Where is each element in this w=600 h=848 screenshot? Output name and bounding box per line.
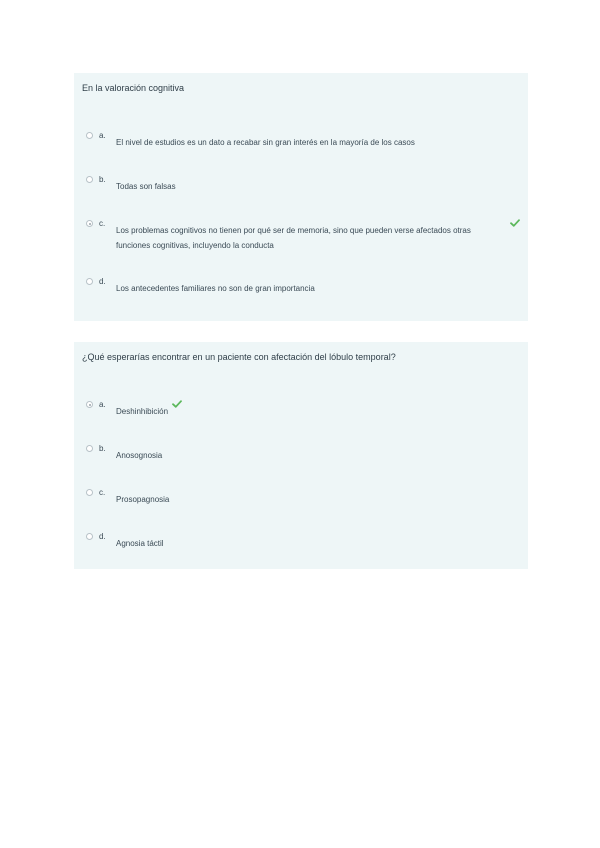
option-text: Anosognosia bbox=[116, 451, 163, 460]
option-text: Deshinhibición bbox=[116, 407, 169, 416]
check-icon bbox=[510, 219, 520, 227]
option-letter: c. bbox=[99, 219, 106, 228]
question-card-2 bbox=[74, 342, 528, 569]
option-text: Todas son falsas bbox=[116, 182, 176, 191]
option-text: Los antecedentes familiares no son de gran importancia bbox=[116, 284, 315, 293]
radio-icon[interactable] bbox=[86, 401, 93, 408]
option-letter: c. bbox=[99, 488, 106, 497]
question-text: ¿Qué esperarías encontrar en un paciente con afectación del lóbulo temporal? bbox=[82, 352, 396, 362]
radio-icon[interactable] bbox=[86, 220, 93, 227]
check-icon bbox=[172, 400, 182, 408]
radio-icon[interactable] bbox=[86, 278, 93, 285]
question-card-1 bbox=[74, 73, 528, 321]
option-letter: d. bbox=[99, 532, 106, 541]
radio-icon[interactable] bbox=[86, 445, 93, 452]
option-letter: a. bbox=[99, 400, 106, 409]
option-letter: d. bbox=[99, 277, 106, 286]
question-text: En la valoración cognitiva bbox=[82, 83, 185, 93]
radio-icon[interactable] bbox=[86, 533, 93, 540]
radio-icon[interactable] bbox=[86, 176, 93, 183]
option-letter: b. bbox=[99, 175, 106, 184]
option-letter: a. bbox=[99, 131, 106, 140]
radio-icon[interactable] bbox=[86, 132, 93, 139]
option-text: Prosopagnosia bbox=[116, 495, 170, 504]
option-text: El nivel de estudios es un dato a recabar sin gran interés en la mayoría de los casos bbox=[116, 138, 415, 147]
option-text: Los problemas cognitivos no tienen por qué ser de memoria, sino que pueden verse afectados otras funciones cognitivas, incluyendo la conducta bbox=[116, 226, 471, 250]
option-letter: b. bbox=[99, 444, 106, 453]
radio-icon[interactable] bbox=[86, 489, 93, 496]
option-text: Agnosia táctil bbox=[116, 539, 164, 548]
